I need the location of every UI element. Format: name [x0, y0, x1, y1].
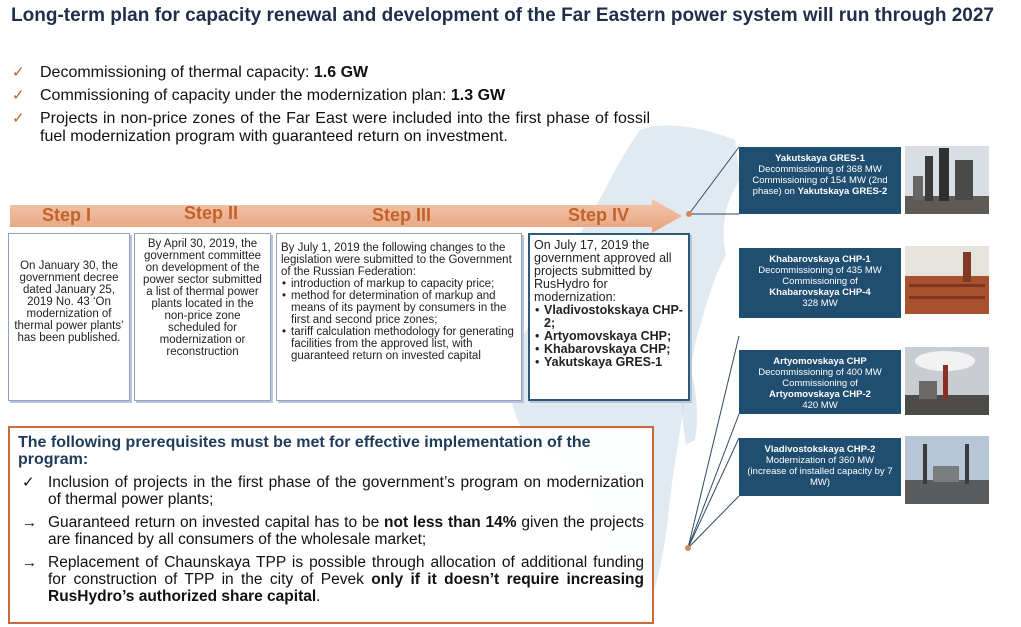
plant-panel-yakutskaya: Yakutskaya GRES-1 Decommissioning of 368 MW Commissioning of 154 MW (2nd phase) on Yakutskaya GRES-2 [739, 147, 901, 214]
step-3-list [281, 278, 517, 362]
list-item: • method for determination of markup and means of its payment by consumers in the first and second price zones; [291, 290, 517, 326]
step-4-intro: On July 17, 2019 the government approved all projects submitted by RusHydro for modernization: [534, 238, 672, 304]
plant-photo-khabarovskaya [905, 246, 989, 314]
step-2-box: By April 30, 2019, the government committee on development of the power sector submitted a list of thermal power plants located in the non-price zone scheduled for modernization or reconstruction [134, 233, 271, 401]
checkmark-icon: ✓ [12, 87, 25, 104]
checkmark-icon: ✓ [12, 110, 25, 127]
list-item: • introduction of markup to capacity price; [291, 278, 517, 290]
list-item: • Khabarovskaya CHP; [544, 343, 684, 356]
plant-panel-khabarovskaya: Khabarovskaya CHP-1 Decommissioning of 435 MW Commissioning of Khabarovskaya CHP-4 328 MW [739, 248, 901, 318]
step-3-intro: By July 1, 2019 the following changes to the legislation were submitted to the Government of the Russian Federation: [281, 242, 512, 278]
arrow-right-icon: → [22, 554, 37, 571]
step-4-label: Step IV [568, 205, 630, 225]
plant-panel-vladivostokskaya: Vladivostokskaya CHP-2 Modernization of 360 MW (increase of installed capacity by 7 MW) [739, 438, 901, 496]
step-4-list [534, 304, 684, 369]
prerequisites-box [8, 426, 654, 624]
list-item: • Yakutskaya GRES-1 [544, 356, 684, 369]
prerequisite-item: → Replacement of Chaunskaya TPP is possible through allocation of additional funding for construction of TPP in the city of Pevek only if it doesn’t require increasing RusHydro’s authorized share capital. [22, 554, 644, 605]
list-item: • Vladivostokskaya CHP-2; [544, 304, 684, 330]
plant-photo-yakutskaya [905, 146, 989, 214]
step-4-box [528, 233, 690, 401]
step-3-box [276, 233, 522, 401]
prerequisite-item: ✓ Inclusion of projects in the first phase of the government’s program on modernization of thermal power plants; [22, 474, 644, 508]
checkmark-icon: ✓ [22, 474, 35, 491]
bullet-item: ✓ Commissioning of capacity under the modernization plan: 1.3 GW [12, 87, 506, 104]
step-3-label: Step III [372, 205, 432, 225]
page-title: Long-term plan for capacity renewal and development of the Far Eastern power system will run through 2027 [11, 5, 994, 26]
arrow-right-icon: → [22, 514, 37, 531]
plant-photo-artyomovskaya [905, 347, 989, 415]
prerequisites-title: The following prerequisites must be met for effective implementation of the program: [18, 434, 591, 468]
prerequisite-item: → Guaranteed return on invested capital has to be not less than 14% given the projects are financed by all consumers of the wholesale market; [22, 514, 644, 548]
step-1-label: Step I [42, 205, 92, 225]
list-item: • tariff calculation methodology for generating facilities from the approved list, with guaranteed return on invested capital [291, 326, 517, 362]
step-2-label: Step II [184, 203, 239, 223]
plant-photo-vladivostokskaya [905, 436, 989, 504]
list-item: • Artyomovskaya CHP; [544, 330, 684, 343]
step-1-box: On January 30, the government decree dated January 25, 2019 No. 43 ‘On modernization of thermal power plants’ has been published. [8, 233, 130, 401]
checkmark-icon: ✓ [12, 64, 25, 81]
plant-panel-artyomovskaya: Artyomovskaya CHP Decommissioning of 400 MW Commissioning of Artyomovskaya CHP-2 420 MW [739, 350, 901, 414]
summary-bullets [10, 64, 650, 151]
bullet-item: ✓ Projects in non-price zones of the Far East were included into the first phase of fossil fuel modernization program with guaranteed return on investment. [12, 110, 650, 145]
bullet-item: ✓ Decommissioning of thermal capacity: 1.6 GW [12, 64, 369, 81]
